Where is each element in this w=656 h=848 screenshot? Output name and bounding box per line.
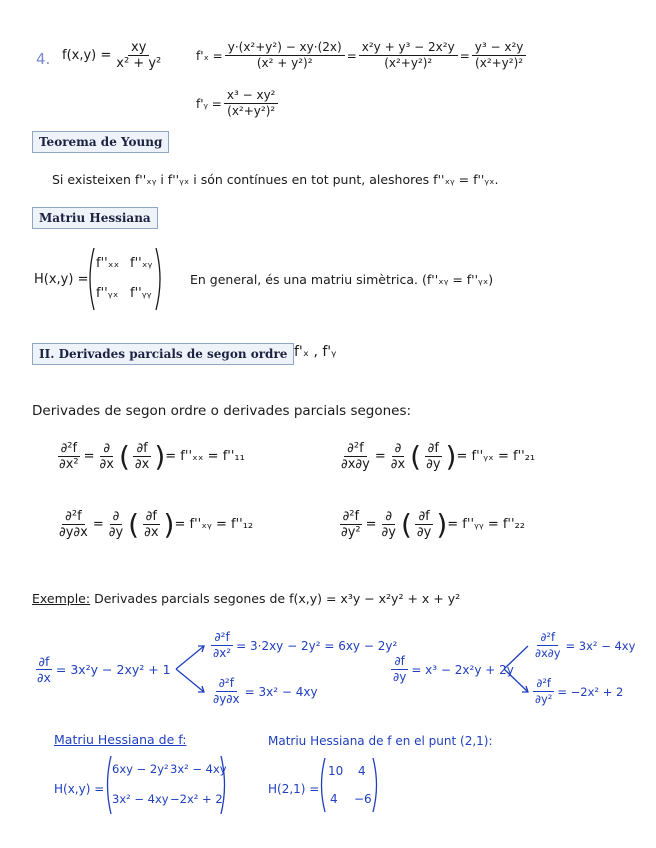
example-dfx — [32, 654, 171, 685]
dfy-rhs: = x³ − 2x²y + 2y — [411, 662, 514, 677]
dfx-den: ∂x — [37, 670, 51, 685]
hessian-m12: f''ₓᵧ — [130, 256, 153, 271]
d3-in-den: ∂x — [144, 525, 159, 540]
d2-frac — [338, 441, 373, 472]
d3-frac — [56, 509, 91, 540]
d2-op-den: ∂x — [390, 457, 406, 472]
hessian-heading: Matriu Hessiana — [32, 207, 158, 229]
d2-op-num: ∂ — [392, 441, 405, 457]
d2-num: ∂²f — [344, 441, 367, 457]
dfxx-den: ∂x² — [213, 646, 232, 660]
dfyx-num: ∂²f — [537, 630, 558, 646]
d3-op — [106, 509, 126, 540]
d4-op — [379, 509, 399, 540]
hess-pt-m22: −6 — [354, 792, 372, 806]
dfxy-num: ∂²f — [216, 676, 237, 692]
hess-ex-m11: 6xy − 2y² — [112, 762, 169, 776]
f-definition — [62, 40, 166, 71]
hess-pt-m12: 4 — [358, 764, 366, 778]
fx-frac-1 — [225, 40, 345, 71]
d4-num: ∂²f — [340, 509, 363, 525]
dfxx-frac — [210, 630, 234, 661]
fx-frac-2 — [359, 40, 458, 71]
d4-lparen: ( — [400, 508, 412, 541]
hess-example-matrix — [104, 754, 228, 816]
d2-in-num: ∂f — [425, 441, 442, 457]
d4-frac — [338, 509, 364, 540]
d4-rhs: = f''ᵧᵧ = f''₂₂ — [447, 517, 526, 532]
dfyy-rhs: = −2x² + 2 — [557, 684, 624, 699]
d2-in-den: ∂y — [426, 457, 441, 472]
d1-frac — [56, 441, 82, 472]
dfxy-den: ∂y∂x — [213, 692, 240, 706]
d4-in-den: ∂y — [416, 525, 432, 540]
hessian-m11: f''ₓₓ — [96, 256, 120, 271]
fx-eq-1: = — [346, 48, 357, 63]
f-def-den: x² + y² — [116, 56, 162, 71]
hessian-m21: f''ᵧₓ — [96, 286, 119, 301]
dfxx-rhs: = 3·2xy − 2y² = 6xy − 2y² — [236, 638, 398, 653]
d3-den: ∂y∂x — [59, 525, 88, 540]
d2-den: ∂x∂y — [341, 457, 370, 472]
fx-den-2: (x²+y²)² — [384, 56, 433, 70]
hessian-matrix — [86, 246, 164, 312]
hess-point-matrix — [318, 756, 380, 814]
example-dfxy — [208, 676, 318, 707]
d1-op-den: ∂x — [99, 457, 114, 472]
fx-den-3: (x²+y²)² — [475, 56, 524, 70]
d1-rhs: = f''ₓₓ = f''₁₁ — [165, 449, 245, 464]
dfy-num: ∂f — [391, 654, 407, 670]
dfy-branch-arrows — [502, 640, 532, 698]
d2-rhs: = f''ᵧₓ = f''₂₁ — [456, 449, 536, 464]
second-deriv-xx — [54, 440, 245, 473]
example-label: Exemple: — [32, 591, 91, 606]
dfxy-frac — [210, 676, 243, 707]
second-deriv-yx — [336, 440, 535, 473]
dfy-den: ∂y — [393, 670, 407, 684]
dfx-num: ∂f — [36, 654, 53, 670]
young-statement: Si existeixen f''ₓᵧ i f''ᵧₓ i són contínues en tot punt, aleshores f''ₓᵧ = f''ᵧₓ. — [52, 172, 499, 187]
dfy-frac — [390, 654, 409, 685]
hess-point-title: Matriu Hessiana de f en el punt (2,1): — [268, 734, 493, 748]
d2-inner — [423, 441, 443, 472]
example-line — [32, 591, 460, 606]
dfx-frac — [34, 654, 54, 685]
example-dfyx — [530, 630, 635, 661]
hessian-lhs: H(x,y) = — [34, 272, 89, 287]
d1-op-num: ∂ — [100, 441, 113, 457]
fx-num-3: y³ − x²y — [472, 40, 527, 56]
d1-rparen: ) — [154, 440, 166, 473]
f-def-lhs: f(x,y) = — [62, 48, 112, 63]
d1-inner — [132, 441, 152, 472]
d4-op-den: ∂y — [381, 525, 396, 540]
section2-intro: Derivades de segon ordre o derivades parcials segones: — [32, 403, 412, 419]
d3-inner — [141, 509, 161, 540]
d1-op — [97, 441, 117, 472]
d4-rparen: ) — [436, 508, 448, 541]
hess-example-lhs: H(x,y) = — [54, 782, 105, 796]
f-def-fraction — [113, 40, 164, 71]
d3-rparen: ) — [163, 508, 175, 541]
dfx-rhs: = 3x²y − 2xy² + 1 — [55, 662, 171, 677]
fx-frac-3 — [472, 40, 527, 71]
d1-in-den: ∂x — [134, 457, 150, 472]
dfyx-den: ∂x∂y — [535, 646, 561, 660]
dfxy-rhs: = 3x² − 4xy — [244, 684, 318, 699]
d1-eq: = — [83, 449, 95, 464]
hessian-note: En general, és una matriu simètrica. (f''ₓᵧ = f''ᵧₓ) — [190, 272, 494, 287]
dfyy-num: ∂²f — [533, 676, 554, 692]
d1-in-num: ∂f — [133, 441, 150, 457]
second-deriv-xy — [54, 508, 253, 541]
f-def-num: xy — [128, 40, 149, 56]
hessian-m22: f''ᵧᵧ — [130, 286, 152, 301]
d1-num: ∂²f — [58, 441, 81, 457]
fy-den: (x²+y²)² — [227, 104, 276, 118]
hess-ex-m12: 3x² − 4xy — [170, 762, 227, 776]
d2-eq: = — [374, 449, 386, 464]
fy-lhs: f'ᵧ = — [196, 96, 222, 111]
fx-den-1: (x² + y²)² — [256, 56, 313, 70]
hess-ex-m21: 3x² − 4xy — [112, 792, 169, 806]
fy-num: x³ − xy² — [224, 88, 279, 104]
d3-op-num: ∂ — [110, 509, 123, 525]
dfyy-frac — [532, 676, 555, 707]
fx-num-1: y·(x²+y²) − xy·(2x) — [225, 40, 345, 56]
fy-frac — [224, 88, 279, 119]
d2-rparen: ) — [445, 440, 457, 473]
d3-op-den: ∂y — [108, 525, 124, 540]
example-dfyy — [530, 676, 623, 707]
example-dfy — [388, 654, 514, 685]
dfyy-den: ∂y² — [535, 692, 553, 706]
d3-lparen: ( — [128, 508, 140, 541]
hess-pt-m11: 10 — [328, 764, 344, 778]
dfyx-rhs: = 3x² − 4xy — [565, 638, 636, 653]
d3-rhs: = f''ₓᵧ = f''₁₂ — [174, 517, 254, 532]
example-text: Derivades parcials segones de f(x,y) = x³y − x²y² + x + y² — [94, 591, 461, 606]
d4-in-num: ∂f — [415, 509, 432, 525]
example-dfxx — [208, 630, 397, 661]
d3-eq: = — [92, 517, 104, 532]
d1-den: ∂x² — [59, 457, 79, 472]
d2-lparen: ( — [410, 440, 422, 473]
problem-number: 4. — [36, 50, 51, 68]
d2-op — [388, 441, 408, 472]
d4-den: ∂y² — [341, 525, 361, 540]
fx-lhs: f'ₓ = — [196, 48, 223, 63]
hess-ex-m22: −2x² + 2 — [170, 792, 223, 806]
hess-point-lhs: H(2,1) = — [268, 782, 320, 796]
d4-eq: = — [365, 517, 377, 532]
d3-in-num: ∂f — [143, 509, 160, 525]
section2-heading: II. Derivades parcials de segon ordre — [32, 343, 294, 365]
dfyx-frac — [532, 630, 564, 661]
fy-derivation — [196, 88, 280, 119]
fx-eq-2: = — [459, 48, 470, 63]
d1-lparen: ( — [118, 440, 130, 473]
dfx-branch-arrows — [174, 640, 208, 698]
young-heading: Teorema de Young — [32, 131, 169, 153]
hess-pt-m21: 4 — [330, 792, 338, 806]
dfxx-num: ∂²f — [211, 630, 232, 646]
fx-num-2: x²y + y³ − 2x²y — [359, 40, 458, 56]
second-deriv-yy — [336, 508, 525, 541]
d4-inner — [414, 509, 434, 540]
hess-example-title: Matriu Hessiana de f: — [54, 732, 187, 747]
d3-num: ∂²f — [62, 509, 85, 525]
d4-op-num: ∂ — [382, 509, 395, 525]
fx-derivation — [196, 40, 528, 71]
section2-aside: f'ₓ , f'ᵧ — [294, 344, 337, 360]
